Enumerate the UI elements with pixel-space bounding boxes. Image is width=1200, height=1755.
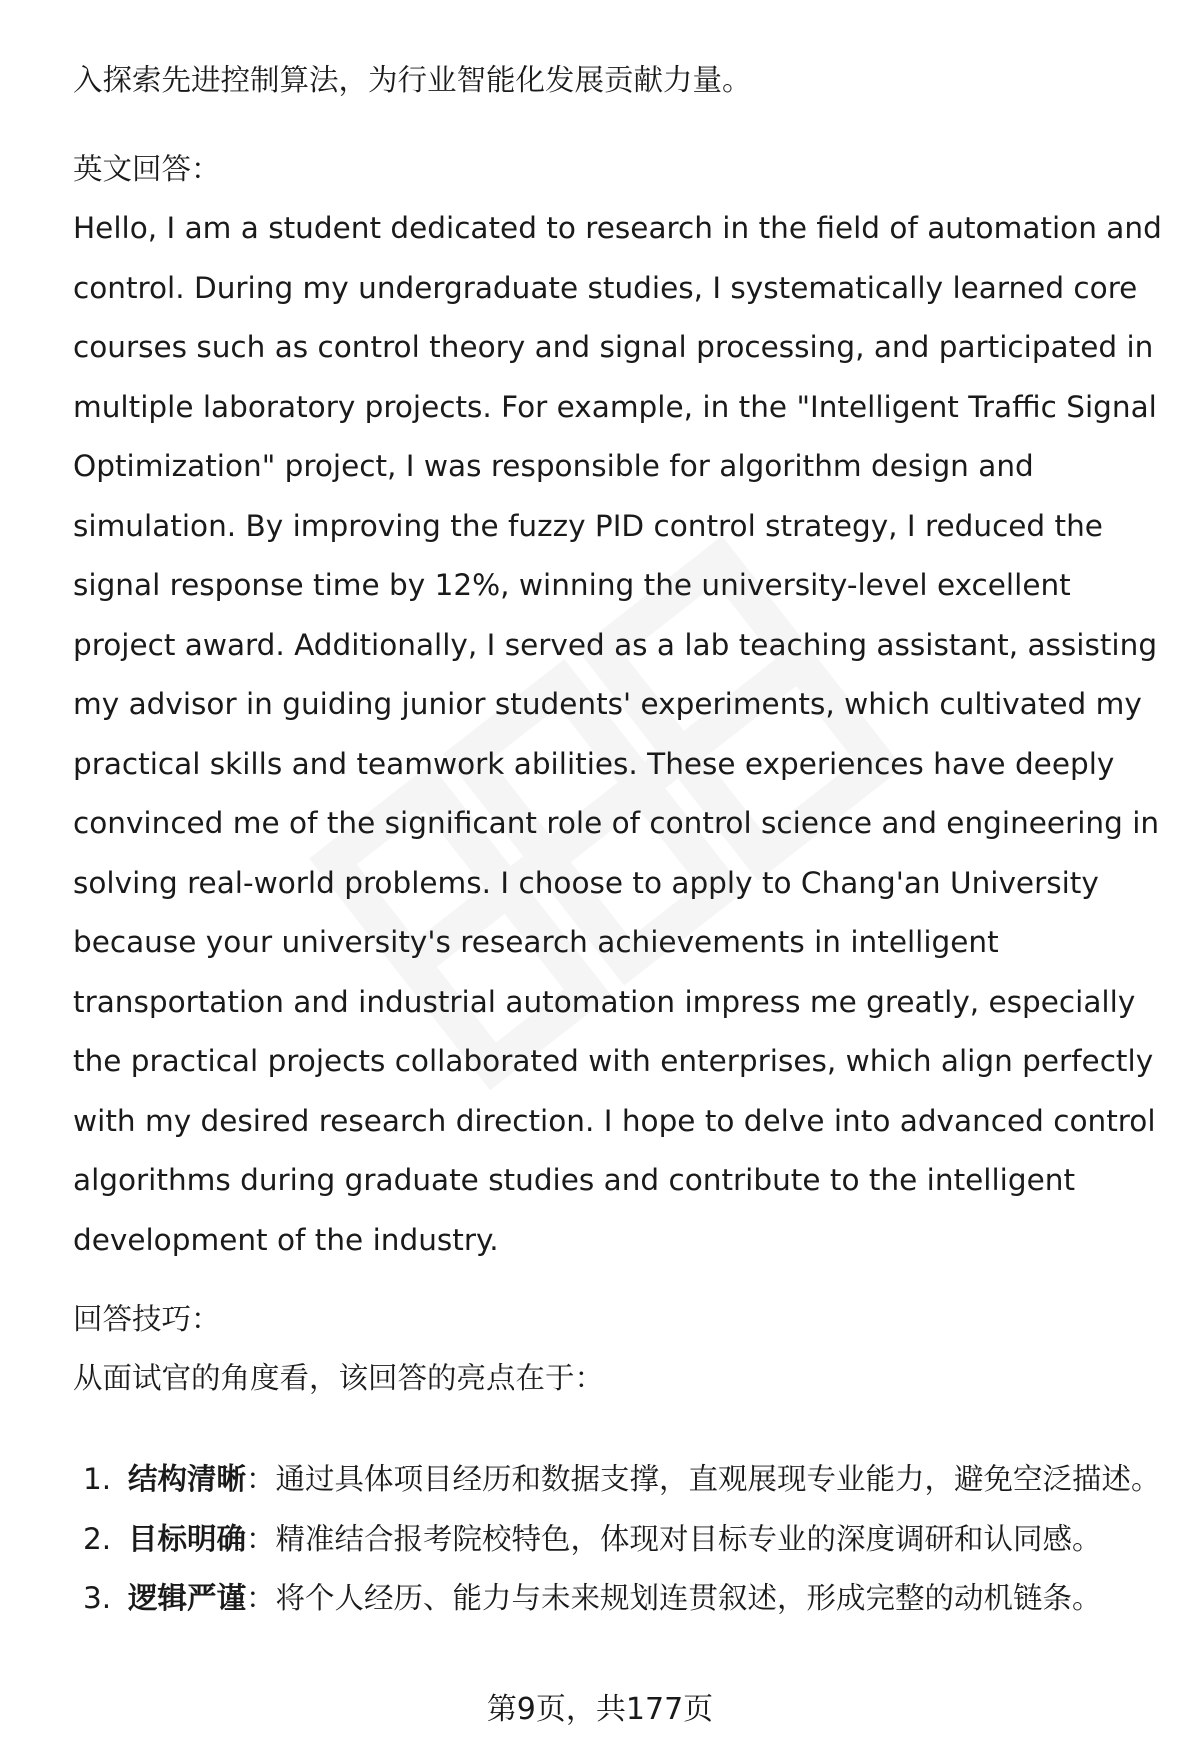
tips-subheading: 从面试官的角度看，该回答的亮点在于：: [73, 1361, 605, 1395]
tip-item: [73, 1569, 1163, 1629]
tip-text: ：精准结合报考院校特色，体现对目标专业的深度调研和认同感。: [246, 1521, 1102, 1556]
page-indicator: 第9页，共177页: [486, 1692, 714, 1727]
intro-line: 入探索先进控制算法，为行业智能化发展贡献力量。: [73, 63, 752, 97]
tip-label: 目标明确: [128, 1521, 247, 1556]
tip-number: 1.: [83, 1462, 112, 1496]
tip-item: [73, 1450, 1163, 1510]
tip-label: 逻辑严谨: [128, 1581, 247, 1615]
tip-label: 结构清晰: [128, 1462, 247, 1496]
tip-number: 2.: [83, 1521, 112, 1556]
english-answer-paragraph: Hello, I am a student dedicated to research in the field of automation and control. During my undergraduate studies, I systematically learned core courses such as control theory and signal processing, and participated in multiple laboratory projects. For example, in the "Intelligent Traffic Signal Optimization" project, I was responsible for algorithm design and simulation. By improving the fuzzy PID control strategy, I reduced the signal response time by 12%, winning the university-level excellent project award. Additionally, I served as a lab teaching assistant, assisting my advisor in guiding junior students' experiments, which cultivated my practical skills and teamwork abilities. These experiences have deeply convinced me of the significant role of control science and engineering in solving real-world problems. I choose to apply to Chang'an University because your university's research achievements in intelligent transportation and industrial automation impress me greatly, especially the practical projects collaborated with enterprises, which align perfectly with my desired research direction. I hope to delve into advanced control algorithms during graduate studies and contribute to the intelligent development of the industry.: [73, 211, 1162, 1257]
tips-heading: 回答技巧：: [73, 1302, 221, 1336]
tip-text: ：通过具体项目经历和数据支撑，直观展现专业能力，避免空泛描述。: [246, 1462, 1161, 1496]
tip-number: 3.: [83, 1581, 112, 1615]
tips-list: [73, 1450, 1163, 1629]
tip-item: [73, 1510, 1163, 1570]
tip-text: ：将个人经历、能力与未来规划连贯叙述，形成完整的动机链条。: [246, 1581, 1102, 1615]
english-answer-heading: 英文回答：: [73, 152, 221, 186]
